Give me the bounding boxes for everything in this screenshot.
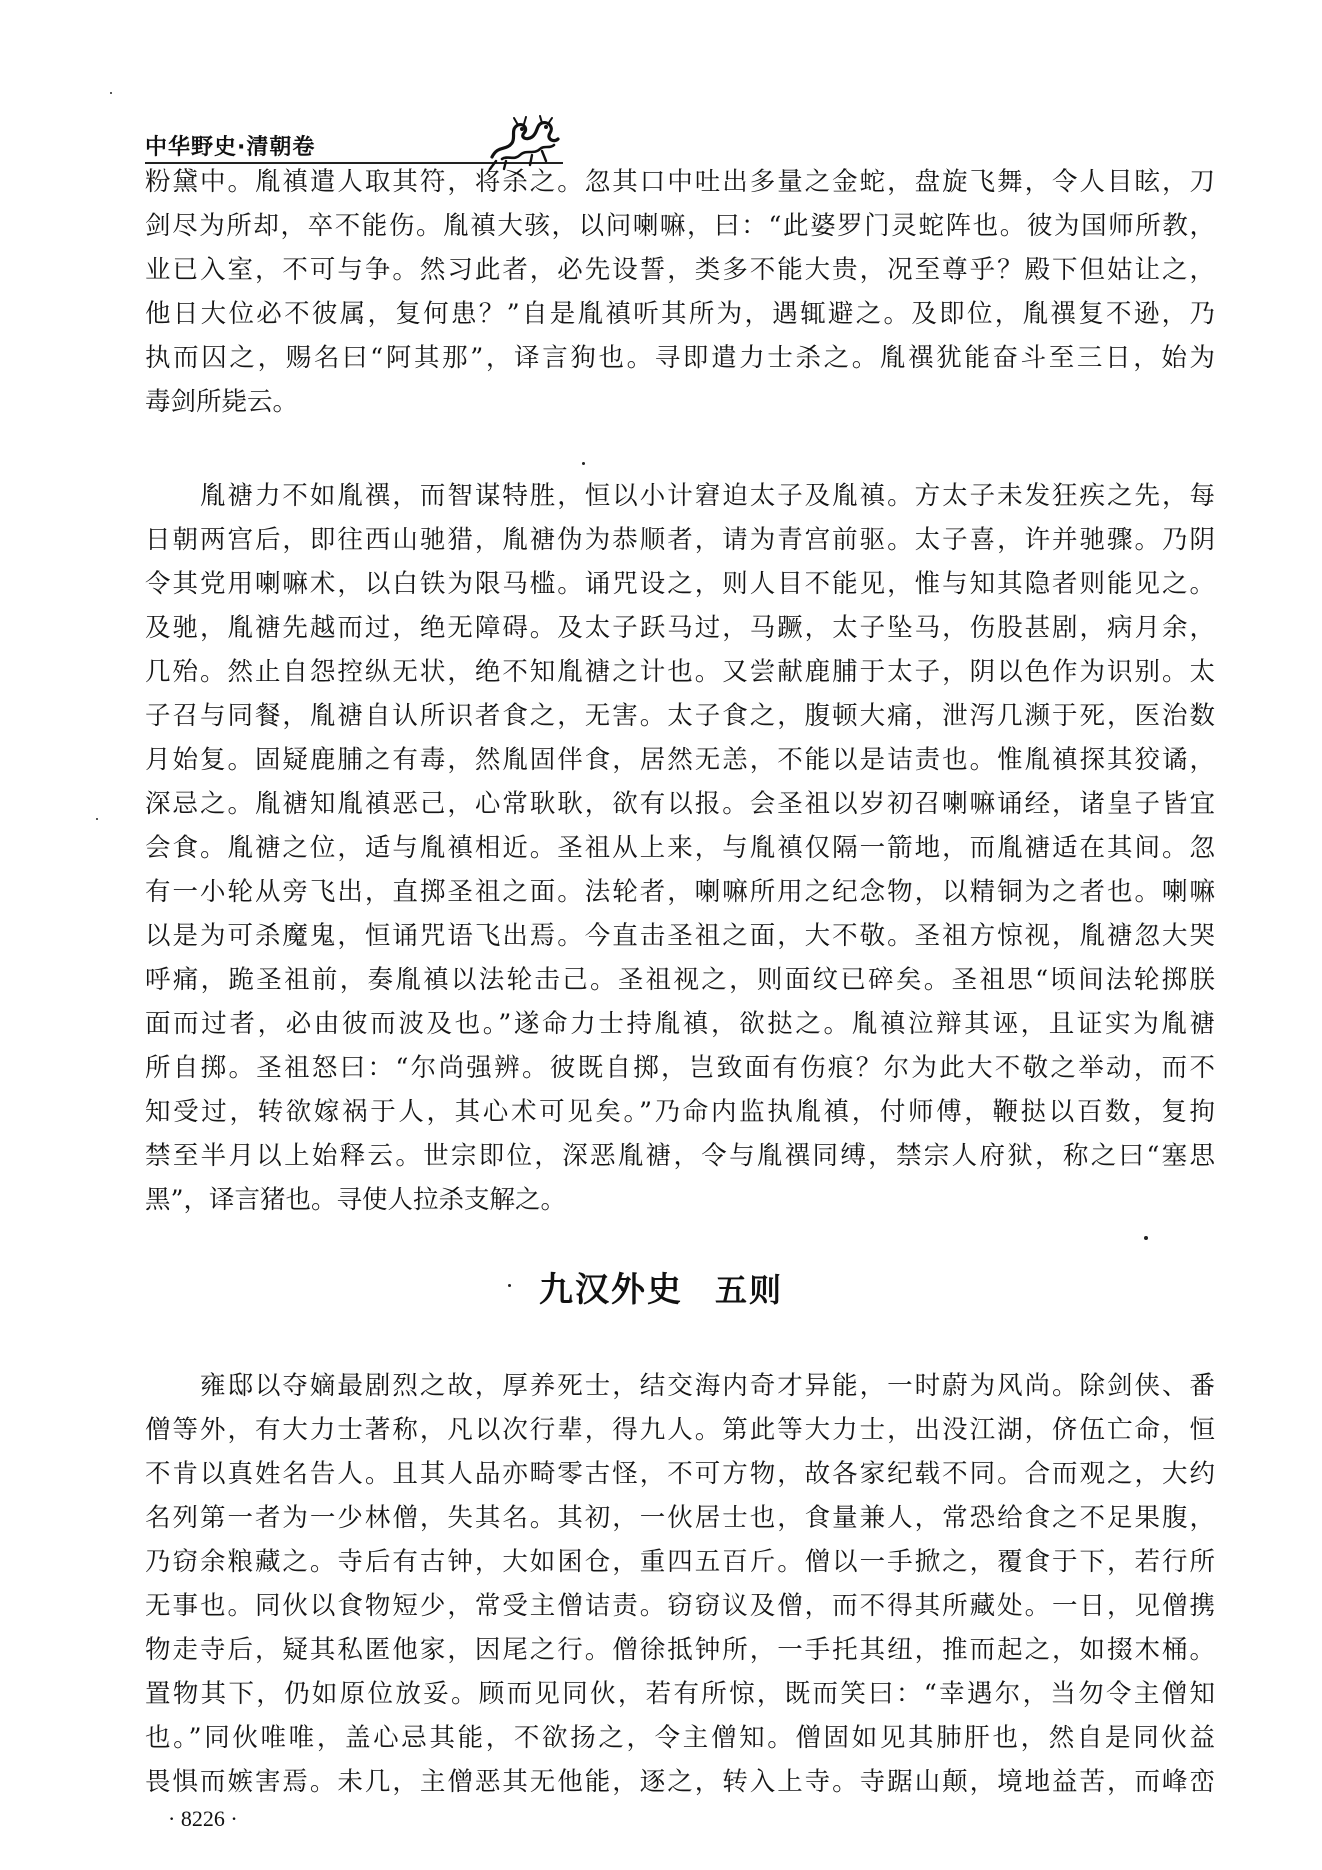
section-title-sub: 五则 [714, 1271, 783, 1309]
scan-speck [508, 1284, 511, 1287]
text-line: 物走寺后，疑其私匿他家，因尾之行。僧徐抵钟所，一手托其纽，推而起之，如掇木桶。 [145, 1635, 1215, 1665]
scan-speck [582, 462, 585, 465]
text-line: 名列第一者为一少林僧，失其名。其初，一伙居士也，食量兼人，常恐给食之不足果腹， [145, 1503, 1215, 1533]
text-line: 令其党用喇嘛术，以白铁为限马槛。诵咒设之，则人目不能见，惟与知其隐者则能见之。 [145, 569, 1215, 599]
text-line: 僧等外，有大力士著称，凡以次行辈，得九人。第此等大力士，出没江湖，侪伍亡命，恒 [145, 1415, 1215, 1445]
text-line: 业已入室，不可与争。然习此者，必先设誓，类多不能大贵，况至尊乎？殿下但姑让之， [145, 255, 1215, 285]
text-line: 有一小轮从旁飞出，直掷圣祖之面。法轮者，喇嘛所用之纪念物，以精铜为之者也。喇嘛 [145, 877, 1215, 907]
text-line: 胤禟力不如胤禩，而智谋特胜，恒以小计窘迫太子及胤禛。方太子未发狂疾之先，每 [145, 481, 1215, 511]
text-line: 日朝两宫后，即往西山驰猎，胤禟伪为恭顺者，请为青宫前驱。太子喜，许并驰骤。乃阴 [145, 525, 1215, 555]
text-line: 知受过，转欲嫁祸于人，其心术可见矣。”乃命内监执胤禛，付师傅，鞭挞以百数，复拘 [145, 1097, 1215, 1127]
text-line: 深忌之。胤禟知胤禛恶己，心常耿耿，欲有以报。会圣祖以岁初召喇嘛诵经，诸皇子皆宜 [145, 789, 1215, 819]
text-line: 会食。胤禟之位，适与胤禛相近。圣祖从上来，与胤禛仅隔一箭地，而胤禟适在其间。忽 [145, 833, 1215, 863]
text-line: 雍邸以夺嫡最剧烈之故，厚养死士，结交海内奇才异能，一时蔚为风尚。除剑侠、番 [145, 1371, 1215, 1401]
text-line: 子召与同餐，胤禟自认所识者食之，无害。太子食之，腹顿大痛，泄泻几濒于死，医治数 [145, 701, 1215, 731]
text-line: 剑尽为所却，卒不能伤。胤禛大骇，以问喇嘛，曰：“此婆罗门灵蛇阵也。彼为国师所教， [145, 211, 1215, 241]
text-line: 毒剑所毙云。 [145, 387, 299, 417]
text-line: 不肯以真姓名告人。且其人品亦畸零古怪，不可方物，故各家纪载不同。合而观之，大约 [145, 1459, 1215, 1489]
text-line: 执而囚之，赐名曰“阿其那”，译言狗也。寻即遣力士杀之。胤禩犹能奋斗至三日，始为 [145, 343, 1215, 373]
text-line: 及驰，胤禟先越而过，绝无障碍。及太子跃马过，马蹶，太子坠马，伤股甚剧，病月余， [145, 613, 1215, 643]
scan-speck [1144, 1236, 1148, 1240]
text-line: 也。”同伙唯唯，盖心忌其能，不欲扬之，令主僧知。僧固如见其肺肝也，然自是同伙益 [145, 1723, 1215, 1753]
text-line: 黑”，译言猪也。寻使人拉杀支解之。 [145, 1185, 567, 1215]
text-line: 呼痛，跪圣祖前，奏胤禛以法轮击己。圣祖视之，则面纹已碎矣。圣祖思“顷间法轮掷朕 [145, 965, 1215, 995]
text-line: 月始复。固疑鹿脯之有毒，然胤固伴食，居然无恙，不能以是诘责也。惟胤禛探其狡谲， [145, 745, 1215, 775]
section-title [0, 1262, 1322, 1311]
scan-speck [110, 92, 112, 94]
text-line: 所自掷。圣祖怒曰：“尔尚强辨。彼既自掷，岂致面有伤痕？尔为此大不敬之举动，而不 [145, 1053, 1215, 1083]
running-title: 中华野史·清朝卷 [145, 135, 316, 160]
text-line: 置物其下，仍如原位放妥。顾而见同伙，若有所惊，既而笑曰：“幸遇尔，当勿令主僧知 [145, 1679, 1215, 1709]
text-line: 乃窃余粮藏之。寺后有古钟，大如囷仓，重四五百斤。僧以一手掀之，覆食于下，若行所 [145, 1547, 1215, 1577]
page-number: · 8226 · [168, 1806, 238, 1831]
text-line: 面而过者，必由彼而波及也。”遂命力士持胤禛，欲挞之。胤禛泣辩其诬，且证实为胤禟 [145, 1009, 1215, 1039]
text-line: 几殆。然止自怨控纵无状，绝不知胤禟之计也。又尝献鹿脯于太子，阴以色作为识别。太 [145, 657, 1215, 687]
section-title-main: 九汉外史 [538, 1270, 683, 1310]
scan-speck [96, 818, 98, 820]
text-line: 无事也。同伙以食物短少，常受主僧诘责。窃窃议及僧，而不得其所藏处。一日，见僧携 [145, 1591, 1215, 1621]
text-line: 粉黛中。胤禛遣人取其符，将杀之。忽其口中吐出多量之金蛇，盘旋飞舞，令人目眩，刀 [145, 167, 1215, 197]
text-line: 畏惧而嫉害焉。未几，主僧恶其无他能，逐之，转入上寺。寺踞山颠，境地益苦，而峰峦 [145, 1767, 1215, 1797]
text-line: 他日大位必不彼属，复何患？”自是胤禛听其所为，遇辄避之。及即位，胤禩复不逊，乃 [145, 299, 1215, 329]
text-line: 禁至半月以上始释云。世宗即位，深恶胤禟，令与胤禩同缚，禁宗人府狱，称之曰“塞思 [145, 1141, 1215, 1171]
text-line: 以是为可杀魔鬼，恒诵咒语飞出焉。今直击圣祖之面，大不敬。圣祖方惊视，胤禟忽大哭 [145, 921, 1215, 951]
